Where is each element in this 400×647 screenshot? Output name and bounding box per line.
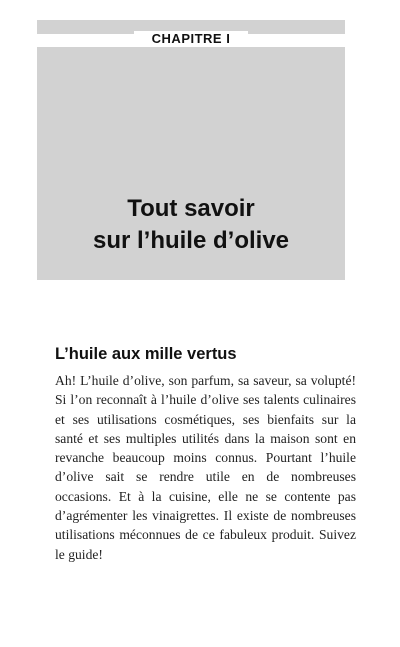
chapter-title	[37, 193, 345, 257]
body-paragraph: Ah! L’huile d’olive, son parfum, sa saveur, sa volupté! Si l’on reconnaît à l’huile d’olive ses talents culinaires et ses utilisations cosmétiques, ses bienfaits sur la santé et ses multiples utilités dans la maison sont en revanche beaucoup moins connus. Pourtant l’huile d’olive sait se rendre utile en de nombreuses occasions. Et à la cuisine, elle ne se contente pas d’agrémenter les vinaigrettes. Il existe de nombreuses utilisations méconnues de ce fabuleux produit. Suivez le guide!	[55, 373, 356, 562]
chapter-title-line-1: Tout savoir	[127, 195, 255, 222]
section-heading: L’huile aux mille vertus	[55, 345, 237, 363]
chapter-label: CHAPITRE I	[134, 31, 248, 47]
chapter-title-line-2: sur l’huile d’olive	[92, 227, 290, 254]
